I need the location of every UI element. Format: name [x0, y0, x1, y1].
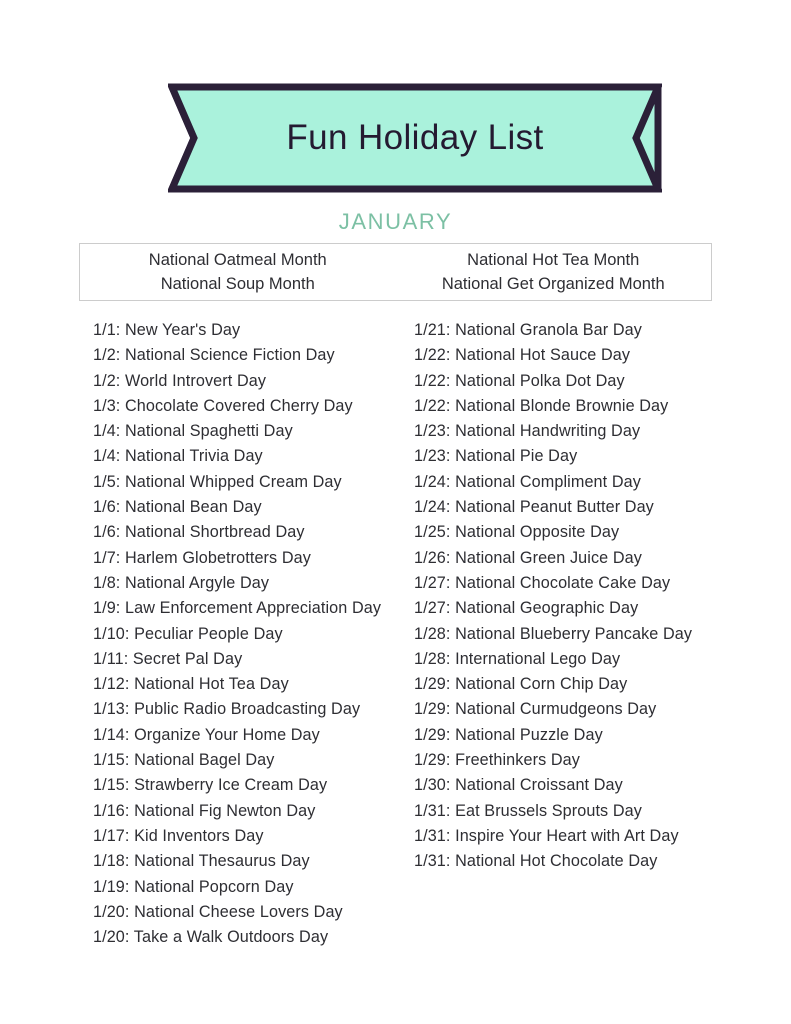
holiday-list-item: 1/27: National Geographic Day: [414, 599, 639, 618]
holiday-list-item: 1/4: National Spaghetti Day: [93, 422, 293, 441]
holiday-list-item: 1/25: National Opposite Day: [414, 523, 620, 542]
holiday-list-item: 1/11: Secret Pal Day: [93, 649, 243, 668]
holiday-list-item: 1/22: National Polka Dot Day: [414, 371, 625, 390]
monthly-observances-column-left: [80, 244, 396, 300]
holiday-list-item: 1/6: National Shortbread Day: [93, 523, 305, 542]
title-banner: [168, 83, 662, 193]
holiday-list-item: 1/22: National Hot Sauce Day: [414, 346, 631, 365]
holiday-list-item: 1/31: Eat Brussels Sprouts Day: [414, 801, 642, 820]
holiday-list-item: 1/1: New Year's Day: [93, 321, 241, 339]
holiday-list-item: 1/30: National Croissant Day: [414, 776, 623, 795]
holiday-list-item: 1/12: National Hot Tea Day: [93, 675, 289, 694]
holiday-list-item: 1/20: National Cheese Lovers Day: [93, 902, 343, 921]
monthly-observance: National Get Organized Month: [441, 274, 665, 293]
holiday-list-item: 1/31: Inspire Your Heart with Art Day: [414, 826, 679, 845]
monthly-observance: National Hot Tea Month: [467, 250, 640, 269]
monthly-observances-box: [79, 243, 712, 301]
monthly-observance: National Soup Month: [160, 274, 315, 293]
holiday-list-item: 1/29: National Puzzle Day: [414, 725, 603, 744]
holiday-list-item: 1/23: National Pie Day: [414, 447, 578, 466]
page-title: Fun Holiday List: [286, 118, 544, 157]
monthly-observance: National Oatmeal Month: [148, 250, 327, 269]
holiday-list-item: 1/10: Peculiar People Day: [93, 624, 283, 643]
holiday-list-item: 1/27: National Chocolate Cake Day: [414, 573, 671, 592]
monthly-observances-column-right: [396, 244, 712, 300]
holiday-list-item: 1/28: International Lego Day: [414, 649, 621, 668]
holiday-list-item: 1/6: National Bean Day: [93, 498, 262, 517]
holiday-list-item: 1/31: National Hot Chocolate Day: [414, 852, 658, 871]
holiday-list-item: 1/23: National Handwriting Day: [414, 422, 641, 441]
holiday-list-item: 1/16: National Fig Newton Day: [93, 801, 316, 820]
holiday-list-item: 1/2: World Introvert Day: [93, 371, 267, 390]
holiday-list-item: 1/3: Chocolate Covered Cherry Day: [93, 396, 353, 415]
month-heading: JANUARY: [338, 209, 453, 234]
holiday-list-item: 1/4: National Trivia Day: [93, 447, 263, 466]
holiday-list-item: 1/28: National Blueberry Pancake Day: [414, 624, 693, 643]
holiday-list-item: 1/18: National Thesaurus Day: [93, 852, 310, 871]
holiday-list-item: 1/29: Freethinkers Day: [414, 751, 580, 770]
holiday-list-item: 1/29: National Corn Chip Day: [414, 675, 628, 694]
holiday-column-left: [93, 318, 413, 950]
holiday-list-item: 1/24: National Peanut Butter Day: [414, 498, 654, 517]
holiday-list-item: 1/5: National Whipped Cream Day: [93, 472, 342, 491]
holiday-list-item: 1/26: National Green Juice Day: [414, 548, 642, 567]
holiday-list-item: 1/21: National Granola Bar Day: [414, 321, 642, 339]
holiday-column-right: [414, 318, 754, 875]
holiday-list-item: 1/13: Public Radio Broadcasting Day: [93, 700, 361, 719]
holiday-list-item: 1/8: National Argyle Day: [93, 573, 270, 592]
holiday-list-item: 1/15: National Bagel Day: [93, 751, 275, 770]
holiday-list-item: 1/20: Take a Walk Outdoors Day: [93, 928, 329, 947]
holiday-list-item: 1/7: Harlem Globetrotters Day: [93, 548, 311, 567]
holiday-list-item: 1/14: Organize Your Home Day: [93, 725, 320, 744]
holiday-list-item: 1/9: Law Enforcement Appreciation Day: [93, 599, 382, 618]
holiday-list-item: 1/24: National Compliment Day: [414, 472, 641, 491]
holiday-list-item: 1/29: National Curmudgeons Day: [414, 700, 657, 719]
holiday-list-item: 1/15: Strawberry Ice Cream Day: [93, 776, 328, 795]
holiday-list-item: 1/17: Kid Inventors Day: [93, 826, 264, 845]
holiday-list-item: 1/19: National Popcorn Day: [93, 877, 294, 896]
holiday-list-item: 1/22: National Blonde Brownie Day: [414, 396, 669, 415]
holiday-list-item: 1/2: National Science Fiction Day: [93, 346, 335, 365]
